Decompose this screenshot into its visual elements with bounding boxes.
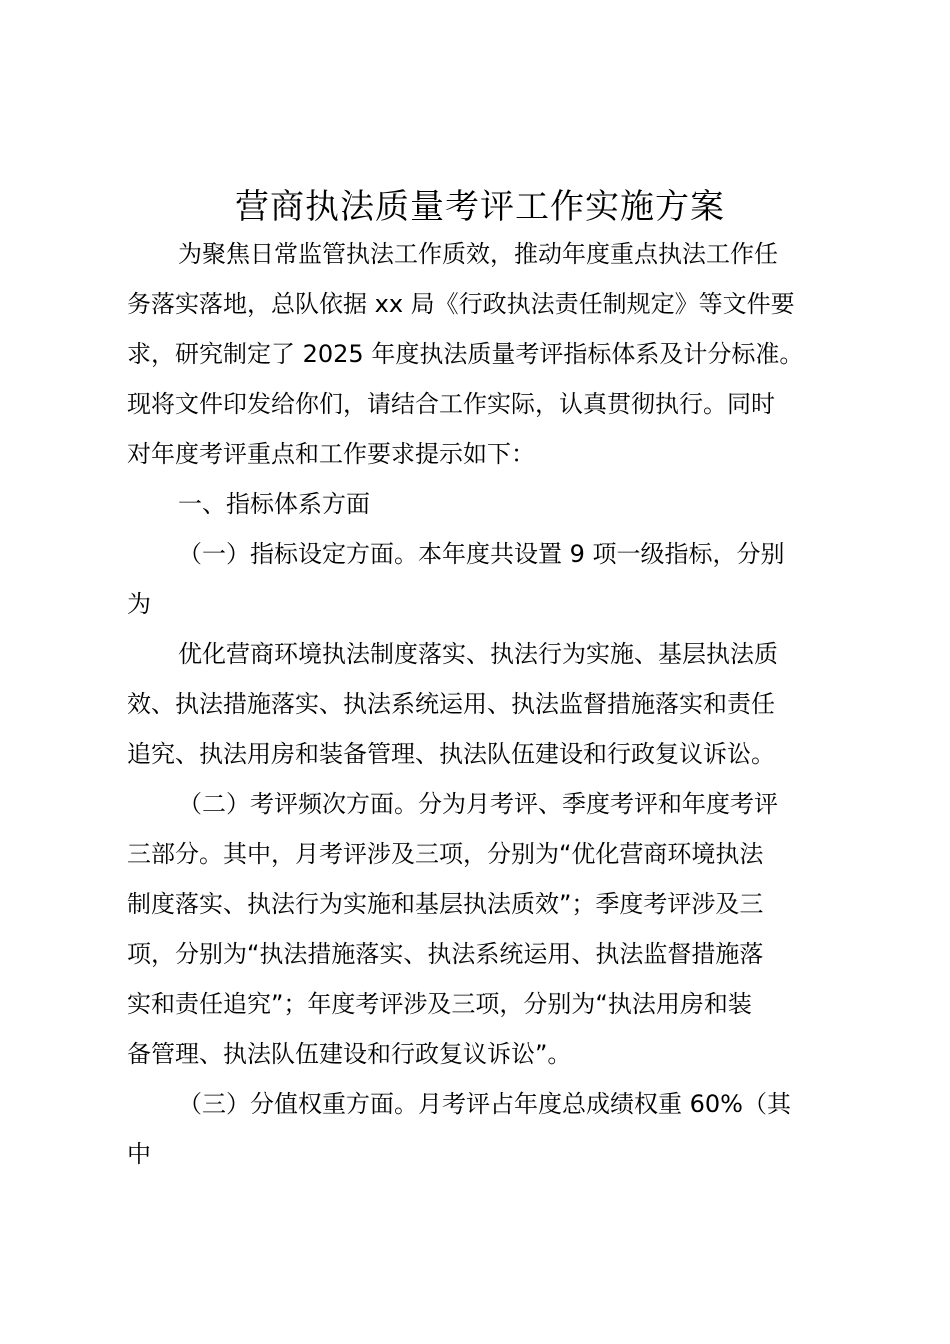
paragraph-line: 对年度考评重点和工作要求提示如下： bbox=[127, 440, 535, 468]
paragraph-line: （三）分值权重方面。月考评占年度总成绩权重 60%（其 bbox=[178, 1090, 791, 1118]
section-heading: 一、指标体系方面 bbox=[178, 490, 370, 518]
paragraph-line: 中 bbox=[127, 1140, 151, 1168]
paragraph-line: 为 bbox=[127, 590, 151, 618]
paragraph-line: （一）指标设定方面。本年度共设置 9 项一级指标，分别 bbox=[178, 540, 785, 568]
paragraph-line: 追究、执法用房和装备管理、执法队伍建设和行政复议诉讼。 bbox=[127, 740, 775, 768]
paragraph-line: 项，分别为“执法措施落实、执法系统运用、执法监督措施落 bbox=[127, 940, 764, 968]
paragraph-line: （二）考评频次方面。分为月考评、季度考评和年度考评 bbox=[178, 790, 778, 818]
paragraph-line: 效、执法措施落实、执法系统运用、执法监督措施落实和责任 bbox=[127, 690, 775, 718]
paragraph-line: 为聚焦日常监管执法工作质效，推动年度重点执法工作任 bbox=[178, 240, 778, 268]
paragraph-line: 制度落实、执法行为实施和基层执法质效”；季度考评涉及三 bbox=[127, 890, 764, 918]
paragraph-line: 务落实落地，总队依据 xx 局《行政执法责任制规定》等文件要 bbox=[127, 290, 795, 318]
paragraph-line: 现将文件印发给你们，请结合工作实际，认真贯彻执行。同时 bbox=[127, 390, 775, 418]
paragraph-line: 三部分。其中，月考评涉及三项，分别为“优化营商环境执法 bbox=[127, 840, 764, 868]
paragraph-line: 求，研究制定了 2025 年度执法质量考评指标体系及计分标准。 bbox=[127, 340, 804, 368]
paragraph-line: 实和责任追究”；年度考评涉及三项，分别为“执法用房和装 bbox=[127, 990, 752, 1018]
paragraph-line: 备管理、执法队伍建设和行政复议诉讼”。 bbox=[127, 1040, 572, 1068]
document-title: 营商执法质量考评工作实施方案 bbox=[235, 187, 725, 227]
paragraph-line: 优化营商环境执法制度落实、执法行为实施、基层执法质 bbox=[178, 640, 778, 668]
